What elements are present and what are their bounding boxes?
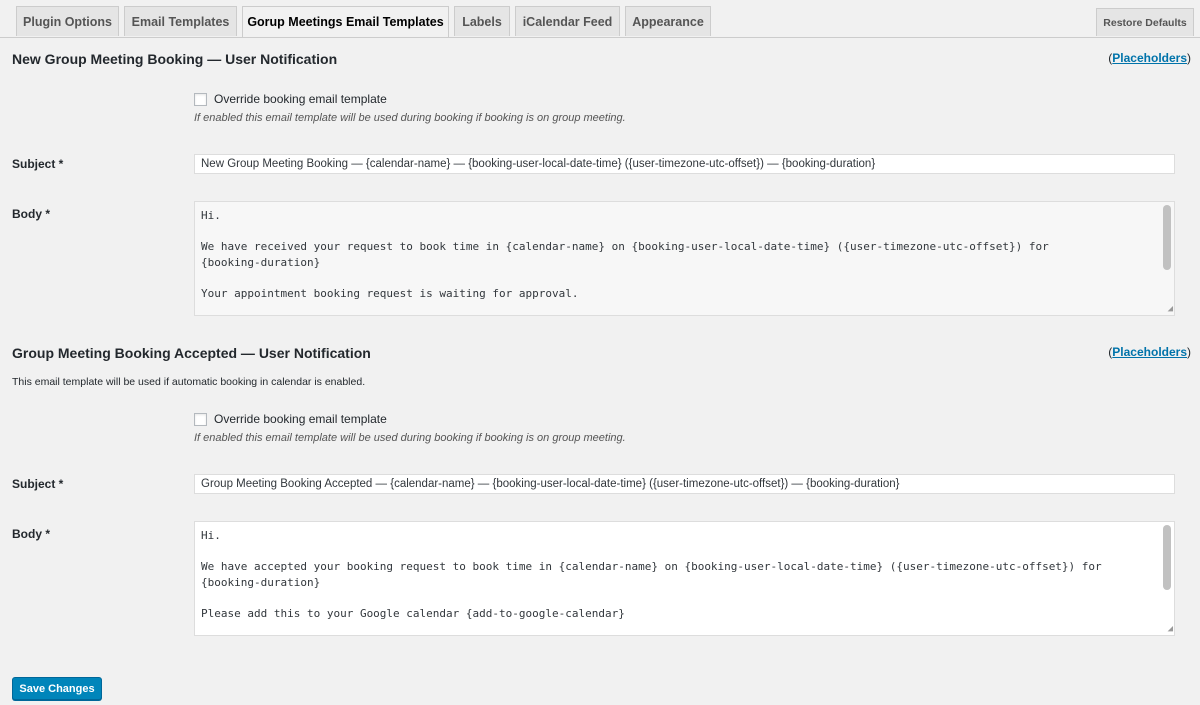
subject-label: Subject *	[12, 477, 64, 491]
section2-title: Group Meeting Booking Accepted — User Notification	[12, 345, 371, 361]
body-line: Hi.	[201, 209, 221, 222]
subject-input[interactable]: New Group Meeting Booking — {calendar-name} — {booking-user-local-date-time} ({user-timezone-utc-offset}) — {booking-duration}	[194, 154, 1175, 174]
body-textarea[interactable]	[194, 521, 1175, 636]
subject-label: Subject *	[12, 157, 64, 171]
override-help: If enabled this email template will be used during booking if booking is on group meeting.	[194, 432, 626, 444]
paren-open: (	[1108, 51, 1113, 65]
body-line	[201, 271, 1168, 286]
override-label: Override booking email template	[214, 412, 387, 426]
body-line	[201, 591, 1168, 606]
section2-placeholders	[1108, 345, 1191, 359]
resize-handle-icon[interactable]: ◢	[1167, 304, 1173, 314]
section2-description: This email template will be used if automatic booking in calendar is enabled.	[12, 376, 366, 388]
save-changes-button[interactable]: Save Changes	[12, 677, 102, 700]
override-label: Override booking email template	[214, 92, 387, 106]
section1-override-row	[194, 92, 387, 106]
body-line: We have received your request to book time in {calendar-name} on {booking-user-local-date-time} ({user-timezone-utc-offset}) for	[201, 240, 1049, 253]
override-checkbox[interactable]	[194, 93, 207, 106]
section1-title: New Group Meeting Booking — User Notification	[12, 51, 338, 67]
placeholders-link[interactable]: Placeholders	[1112, 51, 1187, 65]
scrollbar-thumb[interactable]	[1163, 525, 1171, 590]
tab-icalendar-feed[interactable]: iCalendar Feed	[515, 6, 620, 36]
tab-labels[interactable]: Labels	[454, 6, 510, 36]
section2-override-row	[194, 412, 387, 426]
placeholders-link[interactable]: Placeholders	[1112, 345, 1187, 359]
tab-group-meetings-email-templates[interactable]: Gorup Meetings Email Templates	[242, 6, 449, 37]
body-line	[201, 224, 1168, 239]
body-label: Body *	[12, 527, 51, 541]
resize-handle-icon[interactable]: ◢	[1167, 624, 1173, 634]
restore-defaults-button[interactable]: Restore Defaults	[1096, 8, 1194, 36]
tab-appearance[interactable]: Appearance	[625, 6, 711, 36]
subject-input[interactable]: Group Meeting Booking Accepted — {calendar-name} — {booking-user-local-date-time} ({user-timezone-utc-offset}) — {booking-duration}	[194, 474, 1175, 494]
tab-email-templates[interactable]: Email Templates	[124, 6, 237, 36]
body-label: Body *	[12, 207, 51, 221]
scrollbar-thumb[interactable]	[1163, 205, 1171, 270]
tab-bar	[0, 0, 1200, 38]
section1-placeholders	[1108, 51, 1191, 65]
tab-plugin-options[interactable]: Plugin Options	[16, 6, 119, 36]
body-textarea[interactable]	[194, 201, 1175, 316]
body-line: Please add this to your Google calendar {add-to-google-calendar}	[201, 607, 625, 620]
paren-open: (	[1108, 345, 1113, 359]
override-checkbox[interactable]	[194, 413, 207, 426]
body-line: Hi.	[201, 529, 221, 542]
paren-close: )	[1187, 345, 1191, 359]
body-line: We have accepted your booking request to book time in {calendar-name} on {booking-user-local-date-time} ({user-timezone-utc-offset}) for	[201, 560, 1102, 573]
override-help: If enabled this email template will be used during booking if booking is on group meeting.	[194, 112, 626, 124]
body-line	[201, 544, 1168, 559]
paren-close: )	[1187, 51, 1191, 65]
body-line: Your appointment booking request is waiting for approval.	[201, 287, 579, 300]
body-line: {booking-duration}	[201, 256, 321, 269]
body-line: {booking-duration}	[201, 576, 321, 589]
